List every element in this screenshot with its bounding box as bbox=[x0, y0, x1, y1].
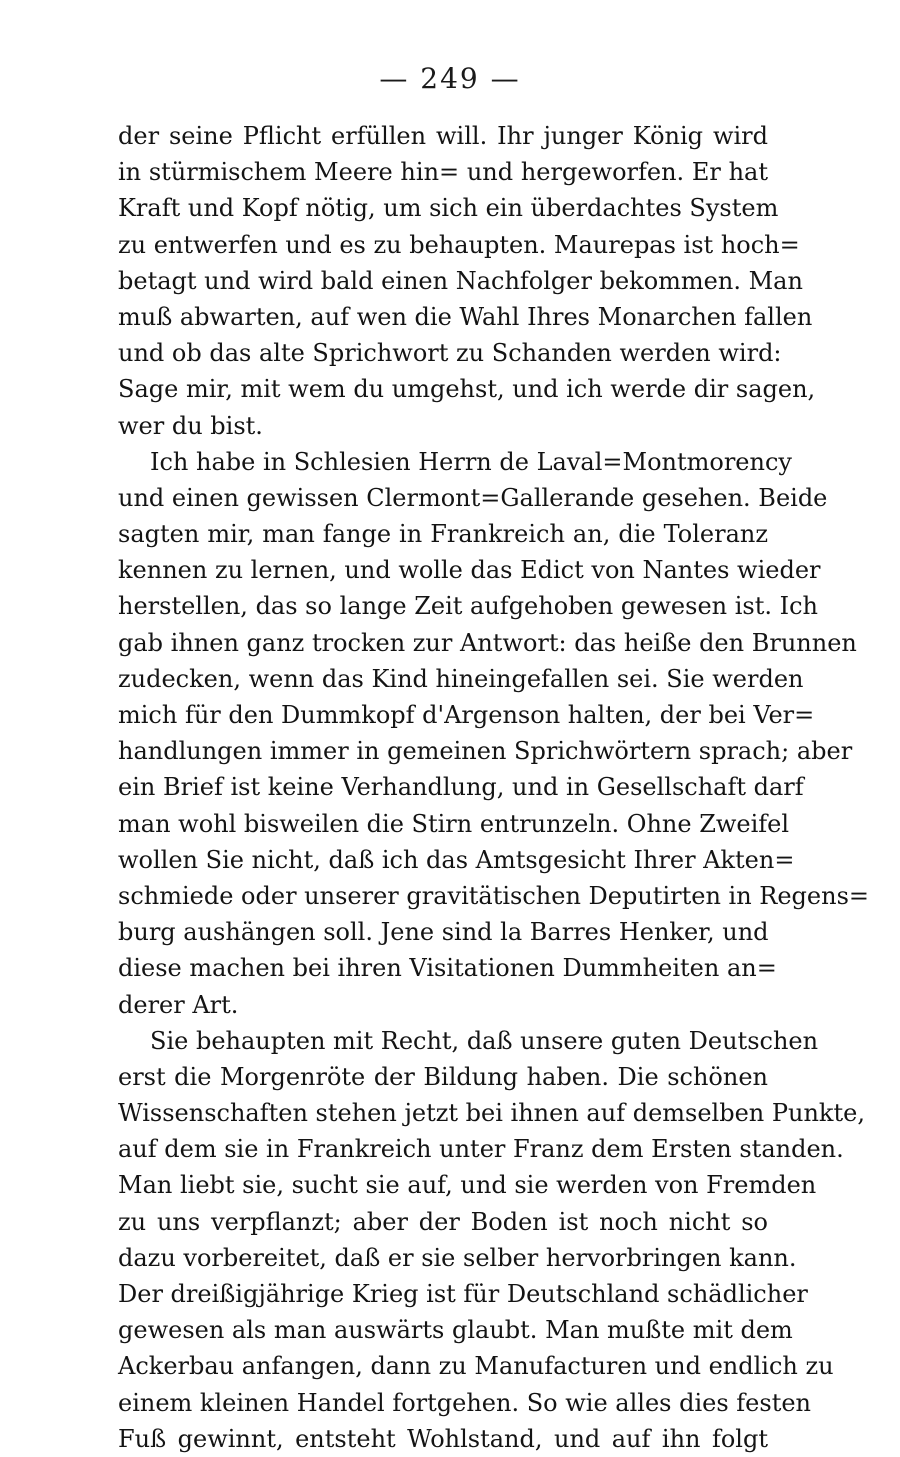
text-line: gewesen als man auswärts glaubt. Man mußte mit dem bbox=[118, 1316, 793, 1345]
page-number: — 249 — bbox=[379, 62, 521, 95]
text-line: der seine Pflicht erfüllen will. Ihr junger König wird bbox=[118, 122, 768, 150]
text-line: ein Brief ist keine Verhandlung, und in Gesellschaft darf bbox=[118, 773, 804, 802]
text-line: herstellen, das so lange Zeit aufgehoben gewesen ist. Ich bbox=[118, 592, 819, 621]
text-line: burg aushängen soll. Jene sind la Barres Henker, und bbox=[118, 918, 769, 947]
text-line: zu entwerfen und es zu behaupten. Maurepas ist hoch= bbox=[118, 230, 800, 259]
text-line: handlungen immer in gemeinen Sprichwörtern sprach; aber bbox=[118, 737, 853, 766]
text-line: Man liebt sie, sucht sie auf, und sie werden von Fremden bbox=[118, 1171, 817, 1200]
text-line: schmiede oder unserer gravitätischen Deputirten in Regens= bbox=[118, 881, 870, 910]
text-line: zudecken, wenn das Kind hineingefallen sei. Sie werden bbox=[118, 664, 804, 693]
text-line: zu uns verpflanzt; aber der Boden ist noch nicht so bbox=[118, 1207, 768, 1236]
text-line: wer du bist. bbox=[118, 411, 263, 440]
text-line: diese machen bei ihren Visitationen Dummheiten an= bbox=[118, 954, 777, 983]
text-line: betagt und wird bald einen Nachfolger bekommen. Man bbox=[118, 266, 803, 295]
text-line: Sage mir, mit wem du umgehst, und ich werde dir sagen, bbox=[118, 375, 816, 404]
text-line: sagten mir, man fange in Frankreich an, die Toleranz bbox=[118, 520, 768, 549]
text-line: Fuß gewinnt, entsteht Wohlstand, und auf ihn folgt bbox=[118, 1424, 768, 1453]
text-line: dazu vorbereitet, daß er sie selber hervorbringen kann. bbox=[118, 1243, 797, 1272]
text-line: und einen gewissen Clermont=Gallerande gesehen. Beide bbox=[118, 483, 828, 512]
text-line: kennen zu lernen, und wolle das Edict von Nantes wieder bbox=[118, 556, 821, 585]
text-line: Ackerbau anfangen, dann zu Manufacturen und endlich zu bbox=[118, 1352, 834, 1381]
text-line: Sie behaupten mit Recht, daß unsere guten Deutschen bbox=[150, 1026, 819, 1055]
text-line: wollen Sie nicht, daß ich das Amtsgesicht Ihrer Akten= bbox=[118, 845, 795, 874]
body-text bbox=[118, 118, 870, 1457]
paragraph bbox=[118, 118, 816, 444]
text-line: Der dreißigjährige Krieg ist für Deutschland schädlicher bbox=[118, 1280, 808, 1308]
text-line: gab ihnen ganz trocken zur Antwort: das heiße den Brunnen bbox=[118, 628, 857, 657]
text-line: auf dem sie in Frankreich unter Franz dem Ersten standen. bbox=[118, 1135, 844, 1164]
paragraph bbox=[118, 1023, 865, 1457]
text-line: Ich habe in Schlesien Herrn de Laval=Montmorency bbox=[150, 447, 792, 476]
text-line: Kraft und Kopf nötig, um sich ein überdachtes System bbox=[118, 194, 779, 223]
text-line: und ob das alte Sprichwort zu Schanden werden wird: bbox=[118, 339, 782, 368]
text-line: muß abwarten, auf wen die Wahl Ihres Monarchen fallen bbox=[118, 302, 813, 331]
text-line: Wissenschaften stehen jetzt bei ihnen auf demselben Punkte, bbox=[118, 1099, 865, 1128]
text-line: man wohl bisweilen die Stirn entrunzeln. Ohne Zweifel bbox=[118, 809, 790, 838]
text-line: in stürmischem Meere hin= und hergeworfen. Er hat bbox=[118, 158, 768, 187]
text-line: mich für den Dummkopf d'Argenson halten, der bei Ver= bbox=[118, 701, 815, 729]
text-line: erst die Morgenröte der Bildung haben. Die schönen bbox=[118, 1062, 768, 1091]
text-line: derer Art. bbox=[118, 990, 239, 1019]
paragraph bbox=[118, 444, 870, 1023]
text-line: einem kleinen Handel fortgehen. So wie alles dies festen bbox=[118, 1388, 811, 1417]
